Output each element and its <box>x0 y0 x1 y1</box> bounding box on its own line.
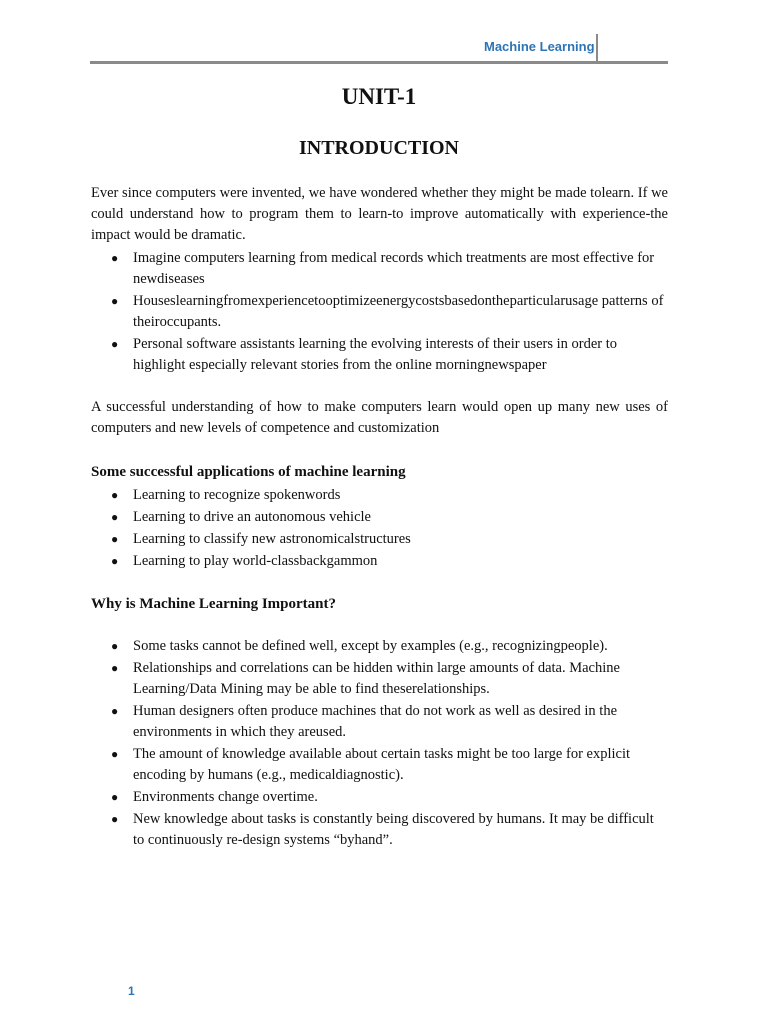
list-item-text: Learning to drive an autonomous vehicle <box>133 509 371 525</box>
bullet-icon: ● <box>111 661 119 675</box>
bullet-icon: ● <box>111 510 119 524</box>
bullet-icon: ● <box>111 790 119 804</box>
list-item-text: Relationships and correlations can be hidden within large amounts of data. Machine Learning/Data Mining may be able to find theserelationships. <box>133 660 620 697</box>
list-item <box>91 484 668 506</box>
list-item <box>91 528 668 550</box>
bullet-icon: ● <box>111 812 119 826</box>
bullet-icon: ● <box>111 747 119 761</box>
importance-heading: Why is Machine Learning Important? <box>91 596 337 612</box>
page-number: 1 <box>128 984 135 998</box>
summary-section <box>91 397 668 439</box>
list-item-text: New knowledge about tasks is constantly being discovered by humans. It may be difficult to continuously re-design systems “byhand”. <box>133 811 654 848</box>
bullet-icon: ● <box>111 294 119 308</box>
list-item-text: Learning to classify new astronomicalstructures <box>133 531 411 547</box>
bullet-icon: ● <box>111 639 119 653</box>
list-item <box>91 636 668 657</box>
list-item-text: The amount of knowledge available about certain tasks might be too large for explicit encoding by humans (e.g., medicaldiagnostic). <box>133 746 631 783</box>
list-item <box>91 658 668 700</box>
list-item <box>91 787 668 808</box>
bullet-icon: ● <box>111 532 119 546</box>
list-item-text: Personal software assistants learning the evolving interests of their users in order to highlight especially relevant stories from the online morningnewspaper <box>133 336 618 373</box>
header-divider <box>596 34 598 62</box>
list-item-text: Some tasks cannot be defined well, except by examples (e.g., recognizingpeople). <box>133 638 608 654</box>
list-item-text: Learning to recognize spokenwords <box>133 487 341 503</box>
intro-section <box>91 183 668 246</box>
header-rule <box>90 61 668 64</box>
list-item <box>91 334 668 376</box>
list-item <box>91 701 668 743</box>
list-item <box>91 291 668 333</box>
list-item <box>91 248 668 290</box>
applications-section <box>91 462 668 483</box>
list-item-text: Houseslearningfromexperiencetooptimizeenergycostsbasedontheparticularusage patterns of theiroccupants. <box>133 293 664 330</box>
list-item-text: Environments change overtime. <box>133 789 318 805</box>
bullet-icon: ● <box>111 488 119 502</box>
importance-section <box>91 594 668 615</box>
intro-bullets <box>91 248 668 376</box>
importance-list <box>91 636 668 851</box>
applications-heading: Some successful applications of machine learning <box>91 464 406 480</box>
list-item-text: Human designers often produce machines that do not work as well as desired in the environments in which they areused. <box>133 703 618 740</box>
header-title: Machine Learning <box>484 39 595 54</box>
bullet-icon: ● <box>111 554 119 568</box>
summary-paragraph: A successful understanding of how to make computers learn would open up many new uses of computers and new levels of competence and customization <box>91 399 668 436</box>
intro-paragraph: Ever since computers were invented, we have wondered whether they might be made tolearn. If we could understand how to program them to learn-to improve automatically with experience-the impact would be dramatic. <box>91 185 668 243</box>
list-item <box>91 550 668 572</box>
section-title: INTRODUCTION <box>298 137 460 159</box>
bullet-icon: ● <box>111 337 119 351</box>
bullet-icon: ● <box>111 704 119 718</box>
applications-list <box>91 484 668 572</box>
bullet-icon: ● <box>111 251 119 265</box>
list-item <box>91 744 668 786</box>
list-item <box>91 809 668 851</box>
list-item-text: Imagine computers learning from medical records which treatments are most effective for newdiseases <box>133 250 655 287</box>
list-item <box>91 506 668 528</box>
list-item-text: Learning to play world-classbackgammon <box>133 553 378 569</box>
unit-title: UNIT-1 <box>341 84 417 109</box>
